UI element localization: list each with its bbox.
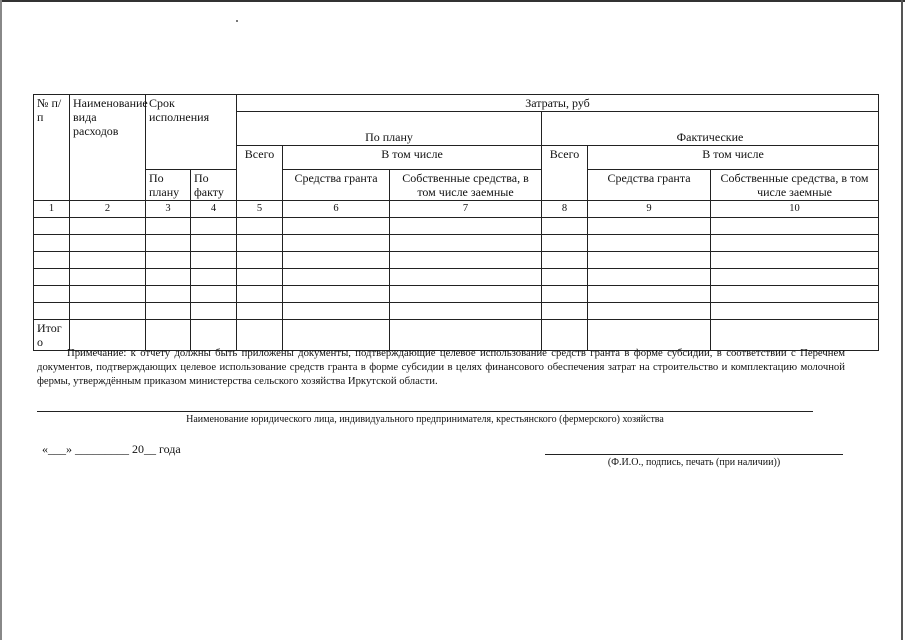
header-term: Срок исполнения [146,95,237,170]
signature-line [545,454,843,455]
column-number: 9 [588,201,711,218]
column-number: 7 [390,201,542,218]
header-fact-including: В том числе [588,146,879,170]
date-field: «___» _________ 20__ года [42,442,181,456]
header-plan-including: В том числе [283,146,542,170]
header-fact-own: Собственные средства, в том числе заемные [711,170,879,201]
org-name-caption: Наименование юридического лица, индивидуального предпринимателя, крестьянского (фермерского) хозяйства [186,414,664,425]
column-number: 3 [146,201,191,218]
column-number-row [34,201,879,218]
column-number: 6 [283,201,390,218]
expense-report-table [33,94,879,351]
column-number: 1 [34,201,70,218]
header-plan-grant: Средства гранта [283,170,390,201]
table-row [34,303,879,320]
header-plan-own: Собственные средства, в том числе заемные [390,170,542,201]
column-number: 10 [711,201,879,218]
header-plan-total: Всего [237,146,283,201]
header-fact-group: Фактические [542,112,879,146]
table-row [34,252,879,269]
page-edge [901,0,903,640]
total-label: Итого [34,320,70,351]
table-row [34,218,879,235]
table-row [34,269,879,286]
page-edge [0,0,905,2]
header-costs: Затраты, руб [237,95,879,112]
note-text: Примечание: к отчету должны быть приложены документы, подтверждающие целевое использование средств гранта в форме субсидии, в соответствии с Перечнем документов, подтверждающих целевое использование средств гранта в форме субсидии в целях финансового обеспечения затрат на строительство и комплектацию молочной фермы, утверждённым приказом министерства сельского хозяйства Иркутской области. [37,347,845,388]
column-number: 8 [542,201,588,218]
scan-speck [236,20,238,22]
header-term-plan: По плану [146,170,191,201]
column-number: 5 [237,201,283,218]
column-number: 2 [70,201,146,218]
header-plan-group: По плану [237,112,542,146]
table-row [34,235,879,252]
signature-caption: (Ф.И.О., подпись, печать (при наличии)) [607,457,781,468]
column-number: 4 [191,201,237,218]
header-fact-total: Всего [542,146,588,201]
table-row [34,286,879,303]
header-fact-grant: Средства гранта [588,170,711,201]
header-num: № п/п [34,95,70,201]
header-term-fact: По факту [191,170,237,201]
header-expense-name: Наименование вида расходов [70,95,146,201]
page-edge [0,0,2,640]
org-name-line [37,411,813,412]
